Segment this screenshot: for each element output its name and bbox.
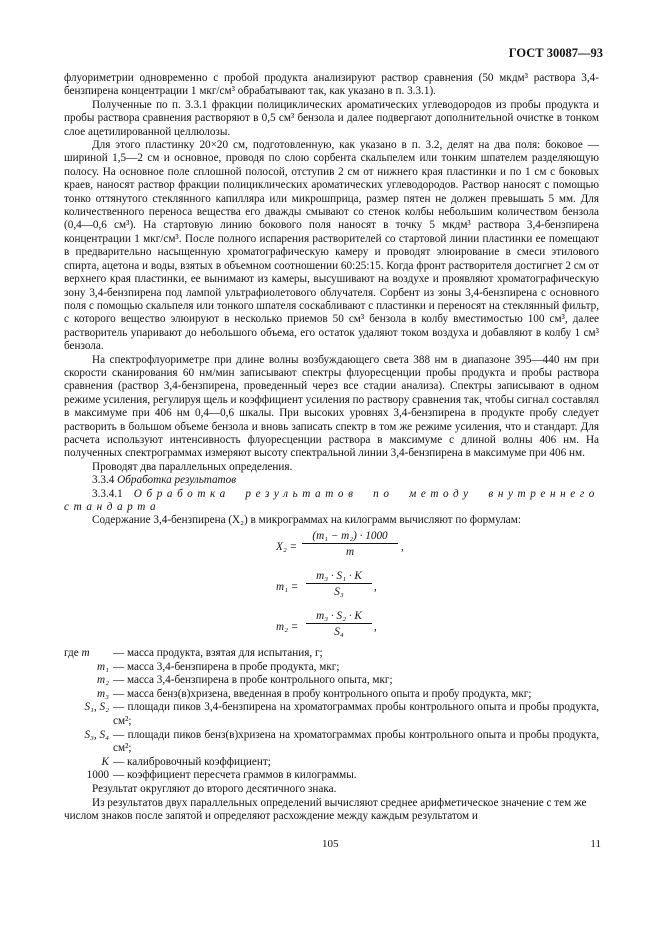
legend-row [64, 701, 599, 728]
legend-text: — калибровочный коэффициент; [113, 755, 271, 768]
section-title: Обработка результатов [117, 474, 237, 487]
paragraph-3: Для этого пластинку 20×20 см, подготовленную, как указано в п. 3.2, делят на два поля: боковое — шириной 1,5—2 см и основное, проводя по слою сорбента скальпелем или тонким шпателем разделяющую полосу. На основное поле сплошной полосой, отступив 2 см от нижнего края пластинки и по 1 см с боковых краев, наносят раствор фракции полициклических ароматических углеводородов. Раствор наносят с помощью тонко оттянутого стеклянного капилляра или микрошприца, размер пятен не должен превышать 5 мм. Для количественного переноса вещества его дважды смывают со стенок колбы небольшим количеством бензола (0,4—0,6 см³). На стартовую линию бокового поля наносят в точку 5 мкдм³ раствора 3,4-бензпирена концентрации 1 мкг/см³. После полного испарения растворителей со стартовой линии пластинки ее помещают в предварительно насыщенную хроматографическую камеру и проводят элюирование в смеси этилового спирта, ацетона и воды, взятых в объемном соотношении 60:25:15. Когда фронт растворителя достигнет 2 см от верхнего края пластинки, ее вынимают из камеры, высушивают на воздухе и проявляют хроматографическую зону 3,4-бензпирена под лампой ультрафиолетового облучателя. Сорбент из зоны 3,4-бензпирена с основного поля с помощью скальпеля или тонкого шпателя соскабливают с пластинки и переносят на стеклянный фильтр, с которого вещество элюируют в несколько приемов 50 см³ бензола в колбу вместимостью 100 см³, далее растворитель упаривают до небольшого объема, его остаток удаляют током воздуха и добавляют в колбу 1 см³ бензола. [64, 139, 599, 353]
formula-2-fraction [306, 570, 372, 598]
section-number: 3.3.4 [92, 474, 115, 487]
formula-3-lhs: m₂ = [276, 621, 299, 633]
formula-1-lhs: X₂ = [276, 541, 298, 553]
document-header: ГОСТ 30087—93 [508, 46, 603, 60]
paragraph-5: Проводят два параллельных определения. [92, 460, 293, 473]
legend-symbol: m₂ [97, 674, 109, 687]
section-title: Обработка результатов по методу внутреннего стандарта [64, 487, 599, 513]
formula-3-fraction [306, 610, 372, 638]
formula-2-lhs: m₁ = [276, 581, 299, 593]
formula-3-numerator: m₃ · S₂ · K [306, 610, 372, 624]
legend-text: — коэффициент пересчета граммов в килограммы. [113, 769, 357, 782]
formula-1-tail: , [401, 541, 404, 553]
legend-symbol: где m [64, 647, 90, 659]
paragraph-2: Полученные по п. 3.3.1 фракции полициклических ароматических углеводородов из пробы продукта и пробы раствора сравнения растворяют в 0,5 см³ бензола и далее подвергают дополнительной очистке в тонком слое ацетилированной целлюлозы. [64, 98, 599, 138]
legend-symbol: m₃ [97, 687, 109, 700]
legend-text: — площади пиков бенз(в)хризена на хроматограммах пробы контрольного опыта и пробы продукта, см²; [113, 728, 599, 755]
formula-2-tail: , [374, 581, 377, 593]
section-3-3-4-1 [64, 488, 599, 515]
legend-text: — площади пиков 3,4-бензпирена на хроматограммах пробы контрольного опыта и пробы продукта, см²; [113, 701, 599, 727]
legend-row [64, 769, 599, 783]
legend-symbol: K [101, 755, 109, 768]
formula-3-tail: , [374, 621, 377, 633]
legend-row [64, 688, 599, 702]
legend-text: — масса бенз(в)хризена, введенная в пробу контрольного опыта и пробу продукта, мкг; [113, 687, 532, 700]
paragraph-final: Из результатов двух параллельных определений вычисляют среднее арифметическое значение с тем же числом знаков после запятой и определяют расхождение между каждым результатом и [64, 796, 587, 823]
legend-text: — масса продукта, взятая для испытания, г; [113, 647, 323, 659]
legend-text: — масса 3,4-бензпирена в пробе продукта, мкг; [113, 660, 340, 673]
legend-prefix: где [64, 647, 79, 659]
paragraph-1: флуориметрии одновременно с пробой продукта анализируют раствор сравнения (50 мкдм³ раствора 3,4-бензпирена концентрации 1 мкг/см³ обрабатывают так, как указано в п. 3.3.1). [64, 72, 599, 98]
formula-2-denominator: S₃ [334, 586, 344, 598]
legend-text: — масса 3,4-бензпирена в пробе контрольного опыта, мкг; [113, 674, 393, 687]
formula-3-denominator: S₄ [334, 626, 344, 638]
body-text [64, 72, 599, 528]
legend-symbol: 1000 [86, 769, 109, 782]
paragraph-4: На спектрофлуориметре при длине волны возбуждающего света 388 нм в диапазоне 395—440 нм при скорости сканирования 60 нм/мин записывают спектры флуоресценции пробы продукта и пробы раствора сравнения (раствор 3,4-бензпирена, проведенный через все стадии анализа). Спектры записывают в одном режиме усиления, регулируя щель и коэффициент усиления по раствору сравнения так, чтобы сигнал составлял в максимуме при 406 нм 0,4—0,6 шкалы. При высоких уровнях 3,4-бензпирена в продукте пробу следует растворить в большом объеме бензола и вновь записать спектр в том же режиме усиления, что и стандарт. Для расчета используют интенсивность флуоресценции раствора в максимуме с длиной волны 406 нм. На полученных спектрограммах измеряют высоту спектральной линии 3,4-бензпирена в максимуме при 406 нм. [64, 353, 599, 460]
legend-symbol: m₁ [97, 660, 109, 673]
legend-row [64, 674, 599, 688]
formula-1-numerator: (m₁ − m₂) · 1000 [302, 530, 398, 544]
variable-legend [64, 647, 599, 824]
section-number: 3.3.4.1 [92, 487, 123, 500]
formula-intro: Содержание 3,4-бензпирена (X₂) в микрограммах на килограмм вычисляют по формулам: [92, 514, 521, 527]
legend-row [64, 647, 599, 661]
formula-2-numerator: m₃ · S₁ · K [306, 570, 372, 584]
legend-row [64, 756, 599, 770]
section-3-3-4 [64, 474, 599, 487]
formula-1-denominator: m [345, 546, 355, 558]
paragraph-rounding: Результат округляют до второго десятичного знака. [92, 782, 337, 795]
legend-row [64, 729, 599, 756]
legend-symbol: S₃, S₄ [84, 728, 109, 741]
legend-row [64, 661, 599, 675]
formula-1-fraction [302, 530, 398, 558]
page-number-center: 105 [322, 838, 339, 850]
page-number-right: 11 [590, 838, 601, 850]
legend-symbol: S₁, S₂ [84, 701, 109, 714]
